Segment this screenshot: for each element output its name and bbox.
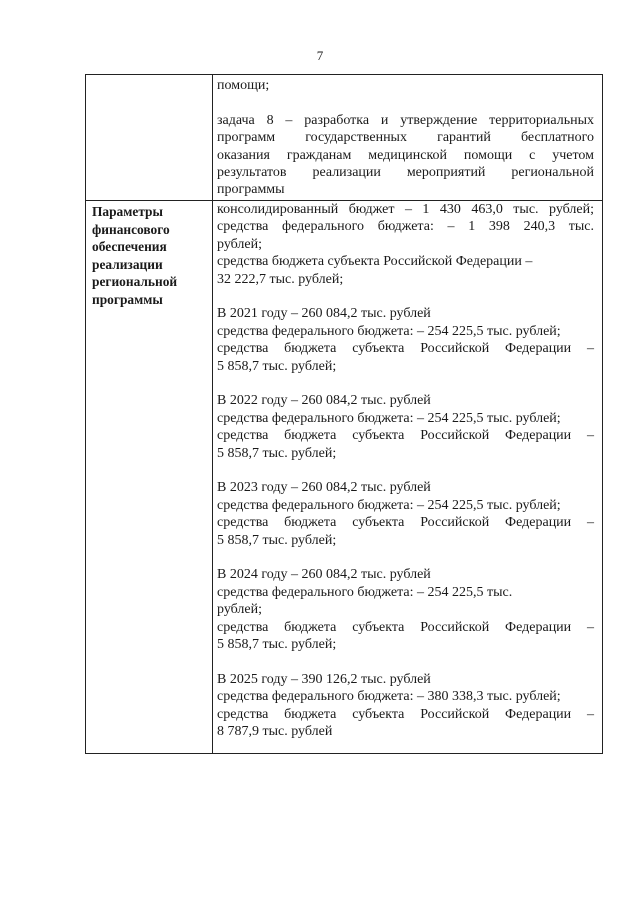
page-number: 7: [316, 48, 324, 63]
text-line: средства федерального бюджета: – 254 225,5 тыс. рублей;: [217, 323, 561, 339]
text-line: консолидированный бюджет – 1 430 463,0 тыс. рублей;: [217, 202, 594, 217]
text-line: 32 222,7 тыс. рублей;: [217, 271, 344, 287]
text-line: В 2022 году – 260 084,2 тыс. рублей: [217, 393, 431, 409]
text-line: помощи;: [217, 78, 270, 93]
text-line: 5 858,7 тыс. рублей;: [217, 445, 337, 461]
text-line: 8 787,9 тыс. рублей: [217, 724, 333, 740]
text-line: средства бюджета субъекта Российской Федерации –: [217, 428, 594, 444]
blank-line: [217, 549, 594, 566]
text-line: В 2023 году – 260 084,2 тыс. рублей: [217, 480, 431, 496]
blank-line: [217, 375, 594, 392]
text-line: средства бюджета субъекта Российской Федерации –: [217, 254, 533, 270]
label-line: обеспечения: [92, 239, 167, 254]
text-line: оказания гражданам медицинской помощи с учетом: [217, 147, 594, 163]
text-line: средства федерального бюджета: – 254 225,5 тыс. рублей;: [217, 497, 561, 513]
label-line: региональной: [92, 274, 178, 289]
text-line: 5 858,7 тыс. рублей;: [217, 637, 337, 653]
text-line: средства федерального бюджета: – 380 338,3 тыс. рублей;: [217, 689, 561, 705]
blank-line: [217, 94, 594, 111]
column-divider: [212, 75, 213, 753]
text-line: средства бюджета субъекта Российской Федерации –: [217, 515, 594, 531]
blank-line: [217, 288, 594, 305]
blank-line: [217, 462, 594, 479]
text-line: В 2021 году – 260 084,2 тыс. рублей: [217, 306, 431, 322]
finance-parameters-cell: [217, 201, 594, 741]
text-line: средства бюджета субъекта Российской Федерации –: [217, 619, 594, 635]
text-line: средства федерального бюджета: – 254 225,5 тыс.: [217, 584, 513, 600]
text-line: программ государственных гарантий бесплатного: [217, 130, 594, 146]
label-line: финансового: [92, 221, 170, 237]
label-line: реализации: [92, 256, 163, 272]
text-line: В 2025 году – 390 126,2 тыс. рублей: [217, 671, 431, 687]
text-line: средства бюджета субъекта Российской Федерации –: [217, 706, 594, 722]
text-line: программы: [217, 182, 285, 198]
program-table: [85, 74, 603, 754]
text-line: рублей;: [217, 236, 262, 252]
text-line: средства бюджета субъекта Российской Федерации –: [217, 341, 594, 357]
text-line: 5 858,7 тыс. рублей;: [217, 358, 337, 374]
task-8-cell: [217, 77, 594, 199]
blank-line: [217, 654, 594, 671]
text-line: 5 858,7 тыс. рублей;: [217, 532, 337, 548]
label-line: программы: [92, 291, 163, 307]
text-line: В 2024 году – 260 084,2 тыс. рублей: [217, 567, 431, 583]
finance-parameters-label: [92, 203, 208, 308]
text-line: задача 8 – разработка и утверждение территориальных: [217, 112, 594, 128]
text-line: результатов реализации мероприятий региональной: [217, 165, 594, 181]
text-line: средства федерального бюджета: – 1 398 240,3 тыс.: [217, 219, 594, 235]
text-line: средства федерального бюджета: – 254 225,5 тыс. рублей;: [217, 410, 561, 426]
text-line: рублей;: [217, 602, 262, 618]
label-line: Параметры: [92, 204, 163, 219]
